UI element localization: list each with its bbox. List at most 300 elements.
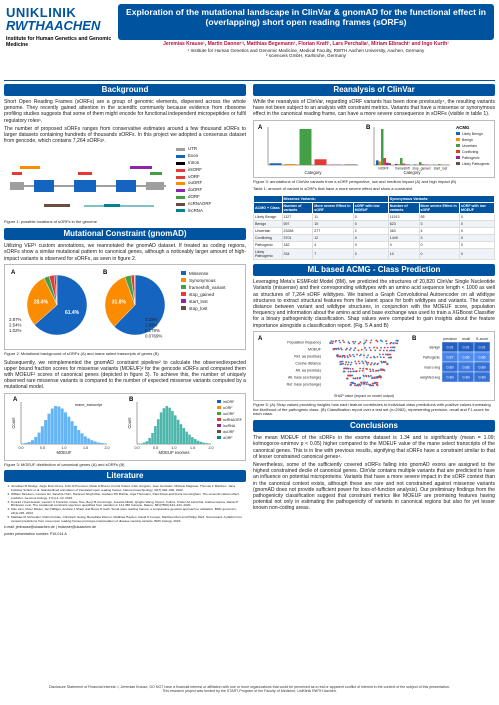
pie-legend-swatch <box>181 306 186 310</box>
legend-item <box>176 208 211 215</box>
shap-dot <box>360 381 362 383</box>
table-cell: 0 <box>353 221 388 228</box>
shap-dot <box>354 341 356 343</box>
title-banner <box>118 4 494 40</box>
hist-bar <box>84 436 87 444</box>
hist-bar <box>90 440 93 444</box>
hist-bar <box>71 421 74 444</box>
pie-small-label: 1.02% <box>9 327 22 333</box>
shap-dot <box>350 382 352 384</box>
shap-dot <box>350 355 352 357</box>
pie-value-label: 61.4% <box>64 309 80 316</box>
pie-legend-swatch <box>181 292 186 296</box>
clinvar-grouped-bar <box>398 164 401 165</box>
bar-legend-label: Benign <box>462 137 473 142</box>
table-cell: 11 <box>313 214 353 221</box>
shap-feature-label: Population frequency <box>287 340 321 345</box>
clinvar-category-bars <box>254 121 494 177</box>
shap-dot <box>353 342 355 344</box>
hist-legend-swatch <box>217 400 221 403</box>
clinvar-grouped-bar <box>376 160 379 165</box>
hist-panel-label: A <box>13 396 18 403</box>
section-heading-reanalysis: Reanalysis of ClinVar <box>253 84 495 96</box>
shap-dot <box>359 383 361 385</box>
table-cell: 2 <box>353 228 388 235</box>
table-cell: 11913 <box>388 214 419 221</box>
section-heading-background: Background <box>4 84 246 96</box>
figure-1-caption: Figure 1: possible locations of sORFs in the genome <box>4 219 97 225</box>
legend-item <box>176 180 211 187</box>
bar-category-label: intORF <box>378 166 389 171</box>
institute-name: Institute for Human Genetics and Genomic Medicine <box>6 36 112 48</box>
bar-legend-label: Likely Benign <box>462 131 483 136</box>
hist-tick-label: 1.5 <box>83 445 88 450</box>
shap-dot <box>356 354 358 356</box>
shap-dot <box>366 368 368 370</box>
shap-dot <box>359 370 361 372</box>
shap-dot <box>372 368 374 370</box>
hist-bar <box>34 437 37 444</box>
right-column <box>253 84 495 514</box>
bar-legend-swatch <box>456 138 460 141</box>
shap-dot <box>385 353 387 355</box>
shap-dot <box>332 342 334 344</box>
shap-dot <box>338 348 340 350</box>
report-cell-value: 0.91 <box>478 345 486 350</box>
pie-legend-swatch <box>181 299 186 303</box>
shap-dot <box>370 370 372 372</box>
hist-bar <box>208 443 211 444</box>
shap-dot <box>366 364 368 366</box>
table-cell: 0 <box>459 221 494 228</box>
shap-dot <box>354 383 356 385</box>
pie-legend-swatch <box>181 278 186 282</box>
report-column-label: f1-score <box>475 336 489 341</box>
table-row <box>254 228 495 235</box>
table-1-caption: Table 1: amount of variant in sORFs that have a more severe effect and show a constraint <box>253 186 412 192</box>
bar-legend-swatch <box>456 132 460 135</box>
clinvar-grouped-bar <box>414 164 417 165</box>
shap-feature-label: Ref. aa (residue) <box>294 354 321 359</box>
pie-legend-label: start_lost <box>189 298 208 304</box>
shap-dot <box>373 346 375 348</box>
shap-dot <box>366 381 368 383</box>
reference-item: 2. William McLaren, Laurent Gil, Sarah E Hunt, Harpreet Singh Riat, Graham RS Ritchie, Anja Thormann, Paul Flicek and Fiona Cunningham. The ensembl variant effect predictor. Genome biology, 17(1):1–14, 2016. <box>11 493 246 501</box>
table-cell: 0 <box>459 214 494 221</box>
shap-and-report <box>254 332 494 400</box>
shap-dot <box>355 370 357 372</box>
shap-dot <box>350 371 352 373</box>
table-column-header: ACMG + Class <box>254 203 283 214</box>
shap-dot <box>359 362 361 364</box>
shap-dot <box>347 356 349 358</box>
shap-dot <box>352 368 354 370</box>
legend-swatch <box>176 162 185 165</box>
legend-label: Intron <box>188 160 200 166</box>
ml-paragraph: Leveraging Meta's ESMFold Model (8M), we predicted the structures of 20,820 ClinVar Single Nucleotide Variants (missense) and their corresponding wildtypes with an amino acid sequence length < 1000 as well as structures of 7,264 sORF wildtypes. We trained a Graph Convolutional Autoencoder on all wildtype structures to extract structural features from the latent space for both wildtypes and variants. The cosine distance between variant and wildtype structures, in conjunction with the MOEUF score, population frequency and information about the amino acid and base exchange was used to train a XGBoost Classifier for a binary pathogenicity classification. Shap values were computed to gain insights about the feature importance alongside a classification report. (Fig. 5 A and B) <box>253 279 495 329</box>
hist-bar <box>94 441 97 444</box>
table-1 <box>253 195 495 260</box>
hist-y-label: Count <box>127 417 132 429</box>
figure-3-clinvar-caption: Figure 3: annotations of ClinVar variants from a sORF perspective, low and medium impact (A) and high impact (B) <box>253 178 457 184</box>
clinvar-grouped-bar <box>403 163 406 164</box>
table-cell: 12 <box>313 235 353 242</box>
background-paragraph-1: Short Open Reading Frames (sORFs) are a group of genomic elements, dispersed across the whole genome. They recently gained attention in the scientific community because evidence from ribosome profiling studies suggests that some of them might encode for functional independent micropeptides or fulfil regulatory roles¹. <box>4 99 246 124</box>
legend-swatch <box>176 148 185 151</box>
hist-legend-label: uORF <box>223 405 233 410</box>
shap-dot <box>350 364 352 366</box>
report-row-label: Pathogenic <box>423 355 440 360</box>
shap-dot <box>332 340 334 342</box>
legend-item <box>176 194 211 201</box>
hist-tick-label: 0.0 <box>134 445 140 450</box>
legend-swatch <box>176 189 185 192</box>
hist-bar <box>148 438 151 444</box>
shap-dot <box>380 377 382 379</box>
report-cell-value: 0.86 <box>478 355 486 360</box>
table-column-header: More severe Effect in sORF <box>419 203 459 214</box>
shap-dot <box>366 356 368 358</box>
shap-dot <box>362 362 364 364</box>
lncrna-orf-mark <box>104 204 120 207</box>
hist-bar <box>154 426 157 444</box>
shap-dot <box>383 349 385 351</box>
hist-bar <box>168 407 171 443</box>
shap-dot <box>350 347 352 349</box>
clinvar-grouped-bar <box>389 163 392 165</box>
shap-dot <box>349 368 351 370</box>
shap-dot <box>380 356 382 358</box>
bar-legend-label: Pathogenic <box>462 155 480 160</box>
table-cell: 3 <box>419 221 459 228</box>
legend-item <box>176 167 211 174</box>
hist-bar <box>100 443 103 444</box>
table-cell: 0 <box>459 242 494 249</box>
shap-feature-label: Cosine distance <box>295 361 321 366</box>
hist-legend-swatch <box>217 418 221 421</box>
shap-dot <box>364 341 366 343</box>
shap-dot <box>347 363 349 365</box>
legend-label: uORF <box>188 173 200 179</box>
shap-dot <box>372 370 374 372</box>
pie-small-label: 0.0769% <box>145 333 163 339</box>
table-cell: 0 <box>388 242 419 249</box>
shap-dot <box>347 374 349 376</box>
legend-label: lncRNA <box>188 207 203 213</box>
table-cell: 623 <box>388 221 419 228</box>
shap-dot <box>393 350 395 352</box>
utr-block-right <box>146 182 164 190</box>
shap-dot <box>371 362 373 364</box>
report-cell-value: 0.87 <box>446 355 454 360</box>
shap-dot <box>342 360 344 362</box>
figure-3-histograms <box>4 393 246 461</box>
figure-3-hist-caption: Figure 3: MOEUF distribution of canonical genes (A) and sORFs (B) <box>4 461 125 467</box>
shap-dot <box>387 353 389 355</box>
shap-dot <box>360 353 362 355</box>
clinvar-grouped-bar <box>381 129 384 165</box>
hist-bar <box>197 440 200 443</box>
shap-dot <box>338 340 340 342</box>
report-cell-value: 0.89 <box>478 365 486 370</box>
report-column-label: recall <box>461 336 471 341</box>
poster-id: poster presentation number: P16.014.A <box>4 531 67 536</box>
hist-legend-label: lncRNA <box>223 423 236 428</box>
panel-label-a: A <box>11 269 16 276</box>
shap-dot <box>358 360 360 362</box>
hist-bar <box>157 419 160 444</box>
table-row <box>254 249 495 260</box>
ouorf-mark <box>20 166 40 169</box>
bar-legend-label: Conflicting <box>462 149 479 154</box>
figure-1 <box>4 146 246 218</box>
shap-dot <box>364 347 366 349</box>
pie-small-label: 2.87% <box>9 316 22 322</box>
shap-dot <box>389 350 391 352</box>
pie-small-label: 2.54% <box>9 322 22 328</box>
shap-dot <box>369 384 371 386</box>
clinvar-grouped-bar <box>379 161 382 164</box>
shap-dot <box>343 371 345 373</box>
shap-dot <box>377 384 379 386</box>
shap-dot <box>335 348 337 350</box>
hist-bar <box>185 431 188 443</box>
shap-dot <box>352 354 354 356</box>
table-cell: 55 <box>419 214 459 221</box>
shap-dot <box>340 355 342 357</box>
legend-swatch <box>176 209 185 212</box>
shap-dot <box>369 347 371 349</box>
report-row-label: Benign <box>429 345 440 350</box>
shap-dot <box>382 353 384 355</box>
shap-dot <box>390 349 392 351</box>
report-cell-value: 0.89 <box>446 365 454 370</box>
reanalysis-paragraph: While the reanalysis of ClinVar, regarding sORF variants has been done previously⁴, the resulting variants have not been subject to an analysis with constraint metrics. Variants that have a missense or synonymous effect in the canonical reading frame, can have a more severe consequence in sORFs (visible in table 1). <box>253 99 495 118</box>
legend-label: Exon <box>188 153 199 159</box>
table-cell: 7 <box>313 249 353 260</box>
hist-bar <box>97 442 100 444</box>
shap-dot <box>376 363 378 365</box>
table-cell: 363 <box>388 228 419 235</box>
hist-bar <box>51 408 54 443</box>
shap-dot <box>329 342 331 344</box>
shap-x-label: SHAP value (impact on model output) <box>333 393 395 398</box>
shap-dot <box>341 349 343 351</box>
table-cell: 3701 <box>282 235 313 242</box>
report-cell-value: 0.91 <box>462 345 470 350</box>
table-cell: 0 <box>419 242 459 249</box>
hist-legend-label: intORF <box>223 399 235 404</box>
shap-dot <box>374 381 376 383</box>
shap-dot <box>359 377 361 379</box>
shap-dot <box>345 361 347 363</box>
table-cell: Pathogenic <box>254 242 283 249</box>
bar-panel-label-a: A <box>258 124 263 131</box>
group-header-missense: Missense Variants: <box>282 196 388 203</box>
shap-dot <box>339 341 341 343</box>
table-cell: 0 <box>459 249 494 260</box>
table-row <box>254 235 495 242</box>
shap-dot <box>354 378 356 380</box>
table-column-header: Number of variants <box>282 203 313 214</box>
report-cell-value: 0.88 <box>462 365 470 370</box>
table-cell: 1127 <box>282 214 313 221</box>
shap-dot <box>370 356 372 358</box>
shap-feature-label: Alt. aa (residue) <box>295 368 321 373</box>
legend-item <box>176 160 211 167</box>
pie-legend-label: stop_lost <box>189 305 208 311</box>
hist-bar <box>165 406 168 444</box>
shap-dot <box>352 377 354 379</box>
hist-bar <box>188 434 191 443</box>
shap-dot <box>389 342 391 344</box>
header-divider <box>4 80 495 81</box>
pie-value-label: 28.4% <box>33 299 48 306</box>
shap-dot <box>370 375 372 377</box>
hist-bar <box>44 420 47 444</box>
hist-bar <box>200 441 203 443</box>
shap-dot <box>359 341 361 343</box>
table-cell: 597 <box>282 221 313 228</box>
shap-dot <box>343 355 345 357</box>
hist-legend-label: ouORF <box>223 411 235 416</box>
reference-item: 4. Max Lam, Peter Rieder, Jan Häfliger, Andrew J Sharp and Bruce D Gelb. Small open reading frames: a comparative genetics approach to validation. BMC genomics, 24(1):226, 2023. <box>11 508 246 516</box>
shap-dot <box>377 376 379 378</box>
pie-legend-label: frameshift_variant <box>189 284 226 290</box>
shap-dot <box>362 368 364 370</box>
hist-bar <box>47 413 50 443</box>
shap-dot <box>349 349 351 351</box>
hist-legend-swatch <box>217 430 221 433</box>
doorf-mark <box>130 166 152 169</box>
table-corner <box>254 196 283 203</box>
legend-label: doORF <box>188 187 203 193</box>
report-cell-value: 0.91 <box>446 345 454 350</box>
hist-bar <box>143 442 146 443</box>
table-cell: 3 <box>419 235 459 242</box>
legend-label: UTR <box>188 146 198 152</box>
hist-bar <box>163 408 166 444</box>
hist-tick-label: 0.5 <box>153 445 158 450</box>
legend-swatch <box>176 196 185 199</box>
table-row <box>254 242 495 249</box>
legend-swatch <box>176 169 185 172</box>
shap-dot <box>363 374 365 376</box>
clinvar-bar <box>285 164 297 165</box>
shap-dot <box>380 369 382 371</box>
table-cell: Uncertain <box>254 228 283 235</box>
legend-item <box>176 146 211 153</box>
clinvar-grouped-bar <box>422 164 425 165</box>
hist-x-label: MOEUF exomes <box>158 449 190 455</box>
hist-tick-label: 2.0 <box>208 445 214 450</box>
shap-dot <box>355 363 357 365</box>
shap-dot <box>362 370 364 372</box>
shap-dot <box>372 384 374 386</box>
table-row <box>254 221 495 228</box>
hist-bar <box>41 426 44 444</box>
logo-line1: UNIKLINIK <box>6 5 77 20</box>
legend-label: ouORF <box>188 180 203 186</box>
shap-dot <box>333 348 335 350</box>
pie-legend-label: stop_gained <box>189 291 215 297</box>
shap-dot <box>381 362 383 364</box>
shap-dot <box>348 371 350 373</box>
legend-label: intORF <box>188 166 202 172</box>
left-column <box>4 84 246 536</box>
report-cell-value: 0.89 <box>462 375 470 380</box>
conclusions-paragraph-1: The mean MOEUF of the sORFs in the exome dataset is 1.34 and is significantly (mean = 1.09; kolmogorov-smirnov p < 0.05) higher compared to the MOEUF value of the mane select transcripts of the canonical genes. This is in line with previous results, signifying that sORFs have a constraint similar to that of lesser constrained canonical genes⁴. <box>253 435 495 460</box>
hist-legend-swatch <box>217 406 221 409</box>
shap-feature-label: Alt. base (exchange) <box>288 375 321 380</box>
shap-dot <box>386 363 388 365</box>
hist-bar <box>24 443 27 444</box>
shap-dot <box>356 384 358 386</box>
hist-panel-label: B <box>129 396 134 403</box>
shap-dot <box>337 356 339 358</box>
figure-2-caption: Figure 2: Mutational background of sORFs (A) and mane select transcripts of genes (B) <box>4 350 159 356</box>
shap-dot <box>393 342 395 344</box>
report-row-label: weighted avg <box>420 375 440 380</box>
background-paragraph-2: The number of proposed sORFs ranges from conservative estimates around a few thousand sORFs to larger datasets containing hundreds of thousands sORFs. In this project we adopted a consensus dataset from gencode, which contains 7,264 sORFs¹. <box>4 125 246 145</box>
hist-bar <box>171 411 174 444</box>
figure-3-clinvar <box>253 120 495 178</box>
shap-dot <box>368 376 370 378</box>
section-heading-literature: Literature <box>4 470 246 482</box>
shap-dot <box>382 369 384 371</box>
sorf-location-diagram <box>4 146 172 218</box>
hist-bar <box>21 443 24 444</box>
reference-list <box>4 485 246 523</box>
shap-dot <box>350 384 352 386</box>
shap-dot <box>337 354 339 356</box>
shap-dot <box>373 356 375 358</box>
shap-dot <box>381 340 383 342</box>
shap-dot <box>354 360 356 362</box>
hist-tick-label: 0.5 <box>40 445 45 450</box>
shap-dot <box>377 370 379 372</box>
logo-line2: RWTHAACHEN <box>6 18 101 33</box>
shap-dot <box>365 339 367 341</box>
clinvar-bar <box>315 159 327 165</box>
legend-item <box>176 187 211 194</box>
bar-legend-title: ACMG <box>456 124 470 130</box>
table-header-row <box>254 203 495 214</box>
hist-bar <box>202 442 205 443</box>
moeuf-histograms <box>5 394 245 460</box>
table-cell: 0 <box>353 242 388 249</box>
shap-dot <box>330 340 332 342</box>
shap-dot <box>361 349 363 351</box>
shap-dot <box>354 347 356 349</box>
hist-bar <box>146 441 149 444</box>
legend-swatch <box>176 155 185 158</box>
table-cell: 4 <box>313 242 353 249</box>
shap-dot <box>387 346 389 348</box>
shap-dot <box>376 370 378 372</box>
shap-dot <box>341 356 343 358</box>
clinvar-grouped-bar <box>419 162 422 165</box>
shap-dot <box>345 349 347 351</box>
shap-dot <box>367 354 369 356</box>
table-column-header: More severe Effect in sORF <box>313 203 353 214</box>
constraint-paragraph-1: Utilizing VEP³ custom annotations, we reannotated the gnomAD dataset. If treated as coding regions, sORFs show a similar mutational pattern to canonical genes, although a noticeably larger amount of high-impact variants is observed for sORFs, as seen in figure 2. <box>4 243 246 262</box>
hist-bar <box>174 415 177 444</box>
reference-item: 5. Matthias M Schneider, Robin Kohlas, Christoph Geisig, Benedikta Werner, Matthias Haydon, David N Cooper, Matthew Mort and Philipp Hartl. Scoreboard: A platform for curated predictions from novel open reading frames prototype-interpretation of disease causing variants. BMC biology, 2023. <box>11 516 246 524</box>
hist-bar <box>194 439 197 444</box>
legend-swatch <box>176 182 185 185</box>
legend-item <box>176 201 211 208</box>
